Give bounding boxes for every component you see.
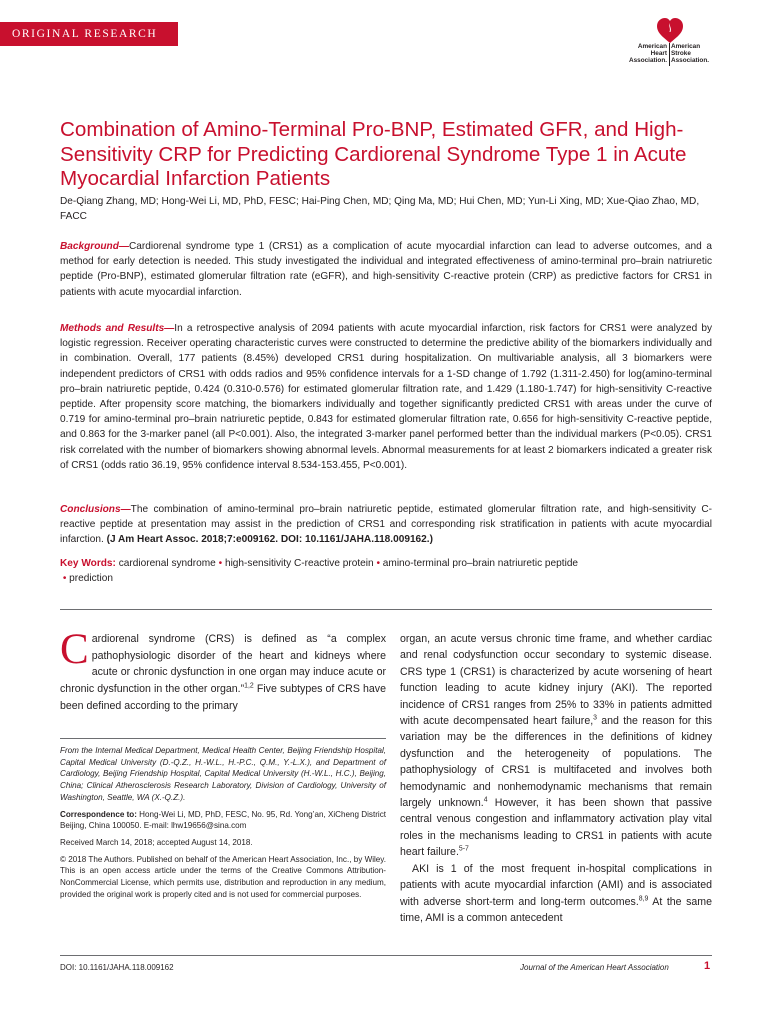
intro-text-right (400, 631, 712, 926)
asa-logo-text: American Stroke Association. (671, 43, 709, 65)
keywords (60, 556, 712, 586)
license-note: © 2018 The Authors. Published on behalf of the American Heart Association, Inc., by Wiley. This is an open access article under the terms of the Creative Commons Attribution-NonCommercial License, which permits use, distribution and reproduction in any medium, provided the original work is properly cited and is not used for commercial purposes. (60, 854, 386, 899)
footer-journal: Journal of the American Heart Association (520, 963, 669, 972)
footer-divider (60, 955, 712, 956)
bullet-icon: • (62, 573, 67, 584)
received-dates: Received March 14, 2018; accepted August 14, 2018. (60, 837, 253, 847)
intro-paragraph: AKI is 1 of the most frequent in-hospital complications in patients with acute myocardial infarction (AMI) and is associated with adverse short-term and long-term outcomes.$^{8,9}$ At the same time, AMI is a common antecedent (400, 862, 712, 924)
abstract-conclusions (60, 502, 712, 548)
keyword-item[interactable]: high-sensitivity C-reactive protein (224, 558, 374, 569)
article-title: Combination of Amino-Terminal Pro-BNP, Estimated GFR, and High-Sensitivity CRP for Predicting Cardiorenal Syndrome Type 1 in Acute Myocardial Infarction Patients (60, 118, 687, 191)
abstract-background-label: Background— (60, 241, 129, 252)
reference-link[interactable]: 5-7 (458, 845, 469, 853)
bullet-icon: • (218, 558, 223, 569)
reference-link[interactable]: 8,9 (638, 894, 649, 902)
footnotes (60, 745, 386, 905)
author-list: De-Qiang Zhang, MD; Hong-Wei Li, MD, PhD, FESC; Hai-Ping Chen, MD; Qing Ma, MD; Hui Chen, MD; Yun-Li Xing, MD; Xue-Qiao Zhao, MD, FACC (60, 196, 700, 222)
abstract-background-text: Cardiorenal syndrome type 1 (CRS1) as a complication of acute myocardial infarction can lead to adverse outcomes, and a method for early detection is needed. This study investigated the individual and integrated effectiveness of amino-terminal pro–brain natriuretic peptide (Pro-BNP), estimated glomerular filtration rate (eGFR), and high-sensitivity C-reactive protein (CRP) as predictive factors for CRS1 in patients with acute myocardial infarction. (60, 241, 712, 298)
footnote-divider (60, 738, 386, 739)
intro-paragraph-left: Cardiorenal syndrome (CRS) is defined as “a complex pathophysiologic disorder of the heart and kidneys where acute or chronic dysfunction in one organ may induce acute or chronic dysfunction in the other organ.”$^{1,2}$ Five subtypes of CRS have been defined according to the primary (60, 626, 386, 712)
publisher-logo (622, 16, 718, 68)
affiliations: From the Internal Medical Department, Medical Health Center, Beijing Friendship Hospital, Capital Medical University (D.-Q.Z., H.-W.L., H.-P.C., Q.M., Y.-L.X.), and Department of Cardiology, Beijing Friendship Hospital, Capital Medical University (H.-W.L., H.C.), Beijing, China; Clinical Atherosclerosis Research Laboratory, Division of Cardiology, University of Washington, Seattle, WA (X.-Q.Z.). (60, 746, 386, 802)
correspondence: Correspondence to: Hong-Wei Li, MD, PhD, FESC, No. 95, Rd. Yong’an, XiCheng District Beijing, China 100050. E-mail: lhw19656@sina.com (60, 809, 386, 831)
abstract-conclusions-text: The combination of amino-terminal pro–brain natriuretic peptide, estimated glomerular filtration rate, and high-sensitivity C-reactive peptide at presentation may assist in the prediction of CRS1 and corresponding risk stratification in patients with acute myocardial infarction. (60, 504, 712, 546)
abstract-divider (60, 609, 712, 610)
reference-link[interactable]: 3 (593, 714, 597, 722)
abstract-conclusions-label: Conclusions— (60, 504, 131, 515)
reference-link[interactable]: 4 (483, 796, 488, 804)
aha-logo-text: American Heart Association. (629, 43, 667, 65)
section-banner: ORIGINAL RESEARCH (0, 22, 178, 46)
intro-paragraph: organ, an acute versus chronic time frame, and whether cardiac and renal codysfunction occur secondary to systemic disease. CRS type 1 (CRS1) is characterized by acute worsening of heart function leading to acute kidney injury (AKI). The reported incidence of CRS1 ranges from 25% to 33% in patients admitted with acute decompensated heart failure,$^3$ and the reason for this variation may be the differences in the definitions of kidney dysfunction and the heterogeneity of populations. The pathophysiology of CRS1 is multifaceted and involves both hemodynamic and nonhemodynamic mechanisms that remain largely unknown.$^4$ However, it has been shown that passive central venous congestion and inflammatory activation play vital roles in the mechanisms leading to CRS1 in patients with acute heart failure.$^{5-7}$ (400, 633, 712, 859)
logo-divider (669, 43, 670, 66)
abstract-methods (60, 321, 712, 473)
bullet-icon: • (376, 558, 380, 569)
abstract-citation: (J Am Heart Assoc. 2018;7:e009162. DOI: 10.1161/JAHA.118.009162.) (106, 534, 433, 546)
keyword-item[interactable]: cardiorenal syndrome (118, 558, 216, 569)
drop-cap: C (60, 626, 89, 673)
abstract-background (60, 239, 712, 300)
reference-link[interactable]: 1,2 (244, 682, 254, 690)
keywords-label: Key Words: (60, 558, 116, 569)
keyword-item[interactable]: amino-terminal pro–brain natriuretic peptide (382, 558, 579, 569)
keyword-item[interactable]: prediction (69, 573, 113, 584)
page-number: 1 (704, 960, 711, 972)
abstract-methods-text: In a retrospective analysis of 2094 patients with acute myocardial infarction, risk factors for CRS1 were analyzed by logistic regression. Receiver operating characteristic curves were constructed to determine the predictive ability of the biomarkers individually and in combination. Overall, 177 patients (8.45%) developed CRS1 during hospitalization. On multivariable analysis, all 3 biomarkers were independent predictors of CRS1 with odds radios and 95% confidence intervals for a 1-SD change of 1.792 (1.311-2.450) for log(amino-terminal pro–brain natriuretic peptide, 0.424 (0.310-0.576) for estimated glomerular filtration rate, and 1.429 (1.180-1.747) for high-sensitivity C-reactive peptide. After propensity score matching, the biomarkers individually and together significantly predicted CRS1 with areas under the curve of 0.719 for amino-terminal pro–brain natriuretic peptide, 0.843 for estimated glomerular filtration rate, 0.656 for high-sensitivity C-reactive peptide, and 0.863 for the 3-marker panel (all P<0.001). Also, the integrated 3-marker panel performed better than the individual markers (P<0.05). CRS1 risk correlated with the number of biomarkers showing abnormal levels. Abnormal measurements for at least 2 biomarkers indicated a greater risk of CRS1 (odds ratio 36.19, 95% confidence interval 8.534-153.455, P<0.001). (60, 323, 712, 471)
footer-doi[interactable]: DOI: 10.1161/JAHA.118.009162 (60, 963, 174, 972)
heart-torch-icon (655, 16, 685, 44)
abstract-methods-label: Methods and Results— (60, 323, 175, 334)
